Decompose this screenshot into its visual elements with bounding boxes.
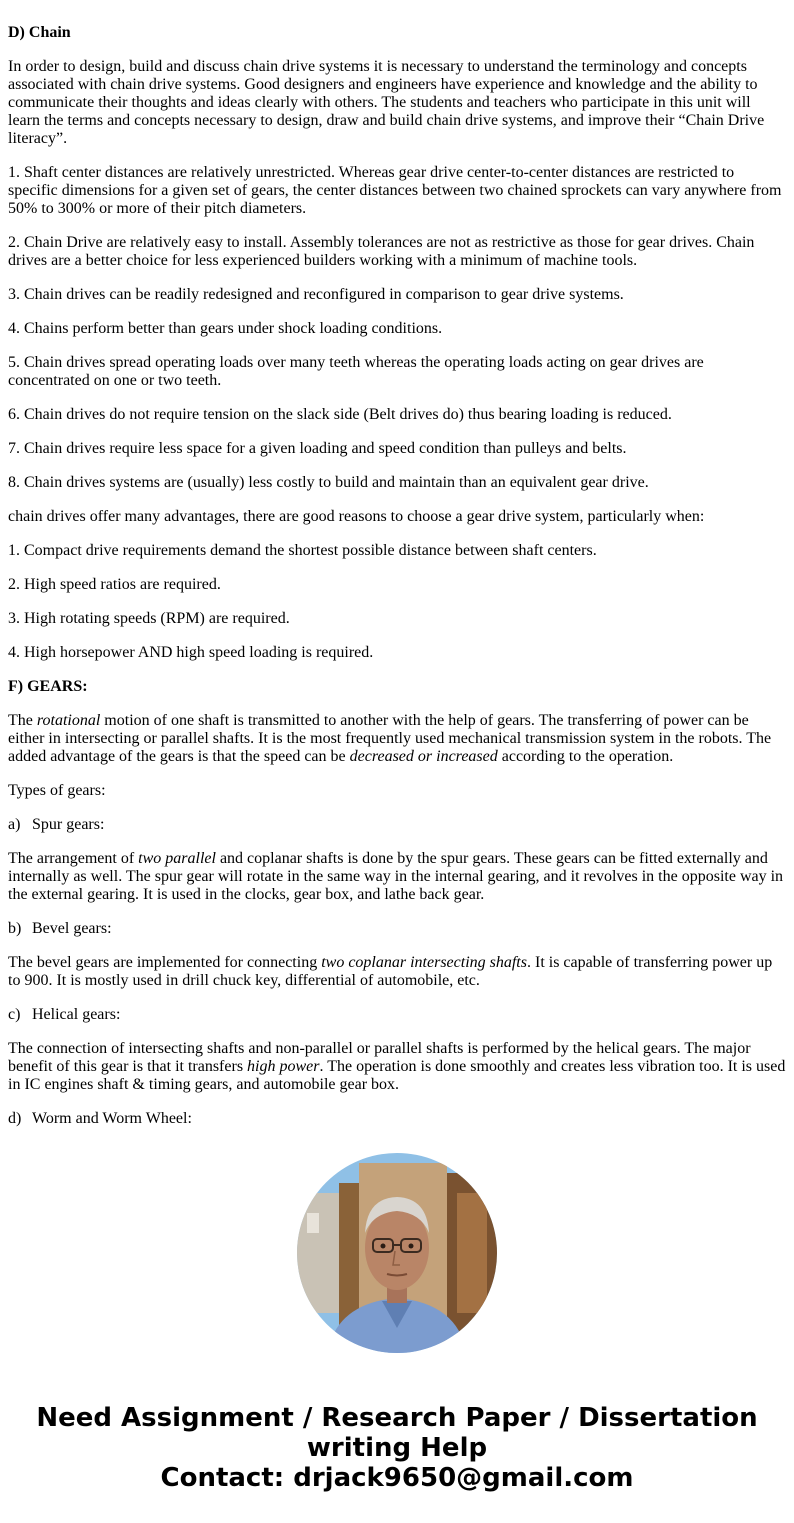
worm-gears-title: Worm and Worm Wheel: (32, 1110, 192, 1127)
promo-line-1: Need Assignment / Research Paper / Dissertation (36, 1403, 758, 1433)
gears-intro-emphasis-2: decreased or increased (349, 748, 498, 765)
promo-banner (0, 1403, 794, 1493)
gears-intro-text-1: The (8, 712, 37, 729)
gear-reasons-intro: chain drives offer many advantages, there are good reasons to choose a gear drive system, particularly when: (8, 508, 705, 525)
bevel-text-1: The bevel gears are implemented for connecting (8, 954, 322, 971)
chain-point-2: 2. Chain Drive are relatively easy to install. Assembly tolerances are not as restrictive as those for gear drives. Chain drives are a better choice for less experienced builders working with a minimum of machine tools. (8, 234, 755, 269)
gears-intro-emphasis-1: rotational (36, 712, 101, 729)
helical-emphasis: high power (247, 1058, 320, 1075)
chain-point-8: 8. Chain drives systems are (usually) less costly to build and maintain than an equivalent gear drive. (8, 474, 649, 491)
gear-reason-2: 2. High speed ratios are required. (8, 576, 221, 593)
gears-intro-text-2: motion of one shaft is transmitted to another with the help of gears. The transferring of power can be either in intersecting or parallel shafts. It is the most frequently used mechanical transmission system in the robots. The added advantage of the gears is that the speed can be (8, 712, 772, 765)
chain-intro-paragraph: In order to design, build and discuss chain drive systems it is necessary to understand the terminology and concepts associated with chain drive systems. Good designers and engineers have experience and knowledge and the ability to communicate their thoughts and ideas clearly with others. The students and teachers who participate in this unit will learn the terms and concepts necessary to design, draw and build chain drive systems, and improve their “Chain Drive literacy”. (8, 58, 765, 147)
gear-reason-3: 3. High rotating speeds (RPM) are required. (8, 610, 290, 627)
section-heading-chain: D) Chain (8, 24, 71, 41)
spur-text-2: and coplanar shafts is done by the spur gears. These gears can be fitted externally and internally as well. The spur gear will rotate in the same way in the internal gearing, and it revolves in the opposite way in the external gearing. It is used in the clocks, gear box, and lathe back gear. (8, 850, 784, 903)
author-photo-illustration (297, 1153, 497, 1353)
gears-intro-paragraph (8, 712, 786, 766)
helical-gears-heading (8, 1006, 786, 1024)
gear-reason-4: 4. High horsepower AND high speed loading is required. (8, 644, 374, 661)
promo-line-2: writing Help (306, 1433, 488, 1463)
chain-point-7: 7. Chain drives require less space for a given loading and speed condition than pulleys and belts. (8, 440, 627, 457)
spur-emphasis: two parallel (138, 850, 216, 867)
helical-gears-paragraph (8, 1040, 786, 1094)
article-content (8, 0, 786, 1144)
spur-gears-heading (8, 816, 786, 834)
chain-point-6: 6. Chain drives do not require tension on the slack side (Belt drives do) thus bearing loading is reduced. (8, 406, 672, 423)
spur-text-1: The arrangement of (8, 850, 139, 867)
author-photo (297, 1153, 497, 1353)
chain-point-1: 1. Shaft center distances are relatively unrestricted. Whereas gear drive center-to-center distances are restricted to specific dimensions for a given set of gears, the center distances between two chained sprockets can vary anywhere from 50% to 300% or more of their pitch diameters. (8, 164, 782, 217)
helical-gears-letter: c) (8, 1006, 21, 1023)
bevel-text-2: . It is capable of transferring power up to 900. It is mostly used in drill chuck key, differential of automobile, etc. (8, 954, 773, 989)
bevel-emphasis: two coplanar intersecting shafts (321, 954, 527, 971)
gear-reason-1: 1. Compact drive requirements demand the shortest possible distance between shaft centers. (8, 542, 597, 559)
helical-text-2: . The operation is done smoothly and creates less vibration too. It is used in IC engines shaft & timing gears, and automobile gear box. (8, 1058, 786, 1093)
gears-intro-text-3: according to the operation. (497, 748, 674, 765)
bevel-gears-heading (8, 920, 786, 938)
chain-point-3: 3. Chain drives can be readily redesigned and reconfigured in comparison to gear drive systems. (8, 286, 624, 303)
spur-gears-title: Spur gears: (32, 816, 105, 833)
helical-gears-title: Helical gears: (32, 1006, 121, 1023)
bevel-gears-paragraph (8, 954, 786, 990)
helical-text-1: The connection of intersecting shafts and non-parallel or parallel shafts is performed by the helical gears. The major benefit of this gear is that it transfers (8, 1040, 751, 1075)
bevel-gears-title: Bevel gears: (32, 920, 112, 937)
spur-gears-letter: a) (8, 816, 21, 833)
promo-contact-line: Contact: drjack9650@gmail.com (160, 1463, 634, 1493)
worm-gears-letter: d) (8, 1110, 22, 1127)
spur-gears-paragraph (8, 850, 786, 904)
worm-gears-heading (8, 1110, 786, 1128)
chain-point-4: 4. Chains perform better than gears under shock loading conditions. (8, 320, 443, 337)
bevel-gears-letter: b) (8, 920, 22, 937)
section-heading-gears: F) GEARS: (8, 678, 88, 695)
clipped-top-line (8, 0, 786, 8)
chain-point-5: 5. Chain drives spread operating loads over many teeth whereas the operating loads acting on gear drives are concentrated on one or two teeth. (8, 354, 704, 389)
types-of-gears-label: Types of gears: (8, 782, 106, 799)
